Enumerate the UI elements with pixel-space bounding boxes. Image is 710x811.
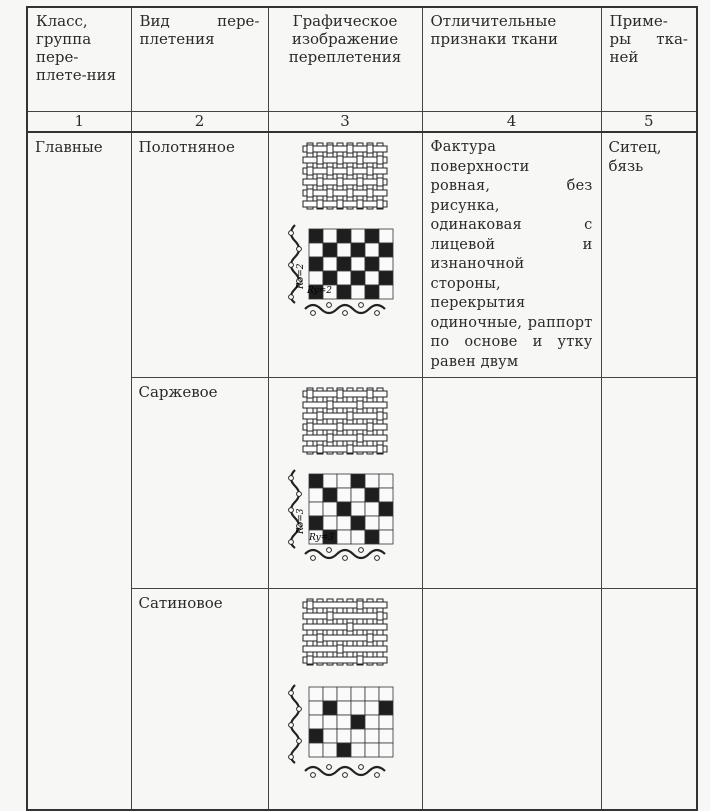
weft-thread: [303, 168, 387, 174]
weft-thread: [303, 391, 387, 397]
grid-cell: [379, 474, 393, 488]
weft-thread: [303, 635, 387, 641]
warp-overlap: [347, 412, 353, 420]
grid-cell: [309, 474, 323, 488]
plain-weave-drawing: [269, 133, 421, 343]
examples-cell: [601, 378, 697, 589]
grid-cell: [365, 715, 379, 729]
thread-section: [359, 765, 364, 770]
warp-thread: [327, 388, 333, 454]
warp-overlap: [327, 401, 333, 409]
type-cell: Полотняное: [131, 132, 268, 378]
thread-section: [289, 263, 294, 268]
grid-cell: [351, 516, 365, 530]
weft-thread: [303, 646, 387, 652]
drawing-cell: [268, 378, 422, 589]
grid-cell: [351, 743, 365, 757]
grid-cell: [323, 687, 337, 701]
interlacing-illustration: [303, 388, 387, 454]
warp-overlap: [337, 645, 343, 653]
warp-overlap: [327, 434, 333, 442]
grid-cell: [323, 474, 337, 488]
header-class: Класс, группа пере-плете-ния: [27, 7, 131, 112]
warp-overlap: [377, 412, 383, 420]
column-number: 5: [601, 112, 697, 133]
interlacing-illustration: [303, 143, 387, 209]
thread-section: [289, 540, 294, 545]
grid-cell: [323, 243, 337, 257]
grid-cell: [323, 743, 337, 757]
grid-cell: [309, 743, 323, 757]
warp-thread-profile: [289, 685, 302, 763]
warp-overlap: [367, 167, 373, 175]
drawing-cell: [268, 589, 422, 811]
grid-cell: [309, 229, 323, 243]
warp-overlap: [337, 178, 343, 186]
weft-thread-profile: [305, 303, 385, 316]
type-cell: Сатиновое: [131, 589, 268, 811]
weft-thread: [303, 146, 387, 152]
grid-cell: [365, 257, 379, 271]
thread-section: [297, 707, 302, 712]
thread-section: [311, 556, 316, 561]
grid-cell: [323, 229, 337, 243]
thread-section: [359, 548, 364, 553]
grid-cell: [337, 516, 351, 530]
warp-overlap: [367, 390, 373, 398]
grid-cell: [379, 229, 393, 243]
warp-overlap: [337, 156, 343, 164]
type-cell: Саржевое: [131, 378, 268, 589]
rapport-weft-label: Ry=2: [307, 286, 332, 296]
description-cell: [422, 378, 601, 589]
grid-cell: [309, 257, 323, 271]
grid-cell: [379, 243, 393, 257]
weft-thread: [303, 424, 387, 430]
weft-thread-profile: [305, 548, 385, 561]
grid-cell: [351, 502, 365, 516]
header-features: Отличительные признаки ткани: [422, 7, 601, 112]
thread-section: [327, 303, 332, 308]
warp-thread: [357, 143, 363, 209]
grid-cell: [337, 257, 351, 271]
grid-cell: [309, 687, 323, 701]
warp-thread: [317, 388, 323, 454]
column-number-row: [27, 112, 697, 133]
grid-cell: [309, 502, 323, 516]
grid-cell: [365, 687, 379, 701]
grid-cell: [351, 715, 365, 729]
grid-cell: [337, 271, 351, 285]
grid-cell: [337, 743, 351, 757]
warp-thread: [337, 143, 343, 209]
grid-cell: [351, 257, 365, 271]
grid-cell: [365, 488, 379, 502]
warp-thread: [357, 388, 363, 454]
column-number: 1: [27, 112, 131, 133]
grid-cell: [323, 488, 337, 502]
grid-cell: [337, 502, 351, 516]
warp-overlap: [377, 445, 383, 453]
weft-thread: [303, 613, 387, 619]
grid-cell: [337, 229, 351, 243]
grid-cell: [365, 474, 379, 488]
satin-weave-drawing: [269, 589, 421, 797]
warp-overlap: [317, 412, 323, 420]
warp-overlap: [307, 601, 313, 609]
grid-cell: [379, 516, 393, 530]
grid-cell: [323, 257, 337, 271]
header-row: [27, 7, 697, 112]
warp-overlap: [327, 145, 333, 153]
warp-overlap: [327, 612, 333, 620]
grid-cell: [337, 474, 351, 488]
grid-cell: [323, 715, 337, 729]
grid-cell: [351, 729, 365, 743]
rapport-weft-label: Ry=3: [309, 533, 334, 543]
thread-section: [289, 723, 294, 728]
warp-overlap: [347, 189, 353, 197]
warp-thread: [367, 599, 373, 665]
grid-cell: [379, 701, 393, 715]
warp-overlap: [337, 390, 343, 398]
weft-thread: [303, 413, 387, 419]
warp-overlap: [317, 445, 323, 453]
warp-overlap: [357, 656, 363, 664]
warp-overlap: [377, 612, 383, 620]
grid-cell: [309, 729, 323, 743]
grid-cell: [309, 488, 323, 502]
thread-section: [343, 556, 348, 561]
interlacing-illustration: [303, 599, 387, 665]
thread-section: [375, 773, 380, 778]
grid-cell: [309, 715, 323, 729]
header-examples: Приме-ры тка-ней: [601, 7, 697, 112]
weave-table: [26, 6, 698, 811]
thread-section: [289, 508, 294, 513]
grid-cell: [365, 229, 379, 243]
thread-section: [297, 247, 302, 252]
warp-overlap: [337, 200, 343, 208]
grid-cell: [337, 715, 351, 729]
warp-overlap: [367, 634, 373, 642]
thread-section: [375, 311, 380, 316]
header-drawing: Графическое изображение переплетения: [268, 7, 422, 112]
warp-thread: [377, 388, 383, 454]
grid-cell: [337, 729, 351, 743]
weft-thread: [303, 657, 387, 663]
grid-cell: [351, 687, 365, 701]
grid-cell: [309, 243, 323, 257]
weft-thread: [303, 201, 387, 207]
thread-section: [343, 773, 348, 778]
rapport-warp-label: Ro=2: [296, 263, 306, 289]
thread-section: [289, 231, 294, 236]
warp-overlap: [357, 156, 363, 164]
grid-cell: [365, 243, 379, 257]
thread-section: [297, 492, 302, 497]
thread-section: [289, 755, 294, 760]
description-cell: Фактура поверхности ровная, без рисунка, одинаковая с лицевой и изнаночной стороны, перекрытия одиночные, раппорт по основе и утку равен двум: [422, 132, 601, 378]
weft-thread: [303, 157, 387, 163]
thread-section: [311, 773, 316, 778]
grid-cell: [323, 516, 337, 530]
grid-cell: [365, 743, 379, 757]
warp-thread: [317, 599, 323, 665]
warp-overlap: [317, 634, 323, 642]
grid-cell: [351, 243, 365, 257]
header-type: Вид пере-плетения: [131, 7, 268, 112]
warp-overlap: [307, 656, 313, 664]
grid-cell: [379, 729, 393, 743]
grid-cell: [379, 271, 393, 285]
grid-cell: [337, 687, 351, 701]
table-row: [27, 132, 697, 378]
grid-cell: [351, 229, 365, 243]
warp-overlap: [377, 200, 383, 208]
weft-thread: [303, 624, 387, 630]
warp-overlap: [377, 178, 383, 186]
grid-cell: [337, 701, 351, 715]
warp-overlap: [337, 423, 343, 431]
thread-section: [375, 556, 380, 561]
weave-grid: [309, 687, 393, 757]
grid-cell: [365, 502, 379, 516]
class-cell: Главные: [27, 132, 131, 810]
thread-section: [359, 303, 364, 308]
grid-cell: [365, 285, 379, 299]
grid-cell: [365, 271, 379, 285]
weft-thread: [303, 402, 387, 408]
weft-thread: [303, 602, 387, 608]
thread-section: [311, 311, 316, 316]
grid-cell: [379, 285, 393, 299]
grid-cell: [309, 701, 323, 715]
warp-thread: [377, 143, 383, 209]
warp-overlap: [367, 423, 373, 431]
weft-thread-profile: [305, 765, 385, 778]
warp-overlap: [307, 189, 313, 197]
grid-cell: [337, 530, 351, 544]
grid-cell: [379, 488, 393, 502]
grid-cell: [351, 474, 365, 488]
grid-cell: [365, 530, 379, 544]
grid-cell: [323, 271, 337, 285]
drawing-cell: [268, 132, 422, 378]
grid-cell: [379, 743, 393, 757]
weft-thread: [303, 446, 387, 452]
twill-weave-drawing: [269, 378, 421, 576]
column-number: 4: [422, 112, 601, 133]
grid-cell: [337, 488, 351, 502]
examples-cell: [601, 589, 697, 811]
rapport-warp-label: Ro=3: [296, 508, 306, 534]
grid-cell: [323, 729, 337, 743]
grid-cell: [323, 701, 337, 715]
column-number: 2: [131, 112, 268, 133]
grid-cell: [379, 502, 393, 516]
grid-cell: [351, 285, 365, 299]
warp-overlap: [357, 178, 363, 186]
thread-section: [289, 476, 294, 481]
warp-overlap: [357, 434, 363, 442]
warp-overlap: [377, 156, 383, 164]
warp-thread: [337, 599, 343, 665]
warp-thread: [347, 388, 353, 454]
warp-overlap: [347, 445, 353, 453]
warp-overlap: [307, 167, 313, 175]
grid-cell: [351, 530, 365, 544]
thread-section: [343, 311, 348, 316]
warp-overlap: [347, 145, 353, 153]
warp-overlap: [307, 145, 313, 153]
column-number: 3: [268, 112, 422, 133]
warp-overlap: [347, 623, 353, 631]
warp-overlap: [367, 189, 373, 197]
warp-thread: [327, 599, 333, 665]
grid-cell: [379, 715, 393, 729]
thread-section: [327, 548, 332, 553]
thread-section: [297, 739, 302, 744]
grid-cell: [365, 516, 379, 530]
warp-overlap: [317, 178, 323, 186]
thread-section: [327, 765, 332, 770]
warp-overlap: [307, 423, 313, 431]
grid-cell: [323, 502, 337, 516]
grid-cell: [379, 530, 393, 544]
grid-cell: [309, 271, 323, 285]
grid-cell: [351, 271, 365, 285]
grid-cell: [337, 243, 351, 257]
weft-thread: [303, 190, 387, 196]
grid-cell: [351, 488, 365, 502]
description-cell: [422, 589, 601, 811]
examples-cell: Ситец, бязь: [601, 132, 697, 378]
warp-thread: [347, 599, 353, 665]
grid-cell: [379, 257, 393, 271]
warp-overlap: [327, 167, 333, 175]
warp-overlap: [317, 200, 323, 208]
thread-section: [289, 295, 294, 300]
warp-thread: [377, 599, 383, 665]
grid-cell: [309, 516, 323, 530]
grid-cell: [365, 701, 379, 715]
grid-cell: [365, 729, 379, 743]
weft-thread: [303, 435, 387, 441]
grid-cell: [379, 687, 393, 701]
warp-overlap: [317, 156, 323, 164]
warp-overlap: [357, 401, 363, 409]
grid-cell: [337, 285, 351, 299]
warp-overlap: [327, 189, 333, 197]
warp-overlap: [307, 390, 313, 398]
warp-overlap: [357, 601, 363, 609]
warp-overlap: [347, 167, 353, 175]
grid-cell: [351, 701, 365, 715]
warp-thread: [317, 143, 323, 209]
weft-thread: [303, 179, 387, 185]
warp-overlap: [367, 145, 373, 153]
thread-section: [289, 691, 294, 696]
warp-overlap: [357, 200, 363, 208]
